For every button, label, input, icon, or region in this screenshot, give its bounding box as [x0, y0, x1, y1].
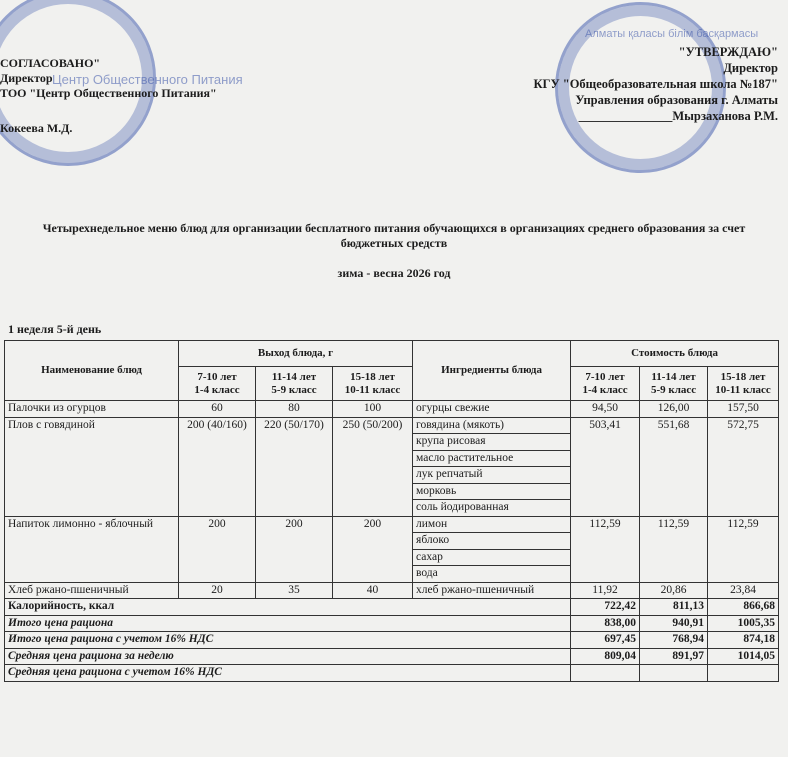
dish-cost: 551,68: [640, 417, 708, 516]
dish-output: 200: [179, 516, 256, 582]
group3-age: 15-18 лет: [350, 370, 395, 383]
dish-output: 200 (40/160): [179, 417, 256, 516]
totals-row-avg-vat: [5, 665, 779, 682]
dish-output: 20: [179, 582, 256, 599]
dish-output: 200: [333, 516, 413, 582]
header-output-group1: [179, 367, 256, 401]
ingredient: лимон: [413, 516, 571, 533]
dish-cost: 572,75: [708, 417, 779, 516]
totals-row-total-vat: [5, 632, 779, 649]
totals-row-calories: [5, 599, 779, 616]
dish-output: 100: [333, 401, 413, 418]
right-stamp-text: Алматы қаласы білім басқармасы: [585, 28, 759, 40]
left-stamp-text: Центр Общественного Питания: [52, 72, 243, 87]
dish-name: Плов с говядиной: [5, 417, 179, 516]
cost-group1-class: 1-4 класс: [582, 383, 628, 396]
header-cost-group3: [708, 367, 779, 401]
totals-value: 891,97: [640, 648, 708, 665]
totals-row-avg-week: [5, 648, 779, 665]
ingredient: масло растительное: [413, 450, 571, 467]
table-row: [5, 516, 779, 533]
dish-name: Напиток лимонно - яблочный: [5, 516, 179, 582]
group2-age: 11-14 лет: [271, 370, 317, 383]
header-output-group3: [333, 367, 413, 401]
dish-cost: 503,41: [571, 417, 640, 516]
dish-cost: 157,50: [708, 401, 779, 418]
group2-class: 5-9 класс: [271, 383, 317, 396]
totals-row-total-price: [5, 615, 779, 632]
dish-name: Палочки из огурцов: [5, 401, 179, 418]
week-day-label: 1 неделя 5-й день: [8, 322, 102, 336]
approval-left-line3: ТОО "Центр Общественного Питания": [0, 86, 217, 100]
ingredient: сахар: [413, 549, 571, 566]
header-ingredients: Ингредиенты блюда: [413, 341, 571, 401]
totals-value: 866,68: [708, 599, 779, 616]
ingredient: вода: [413, 566, 571, 583]
group1-age: 7-10 лет: [197, 370, 237, 383]
table-row: [5, 401, 779, 418]
dish-cost: 94,50: [571, 401, 640, 418]
approval-right-signature: _______________Мырзаханова Р.М.: [578, 109, 778, 123]
header-dish-name: Наименование блюд: [5, 341, 179, 401]
header-cost-group1: [571, 367, 640, 401]
ingredient: крупа рисовая: [413, 434, 571, 451]
totals-value: 1005,35: [708, 615, 779, 632]
header-output: Выход блюда, г: [179, 341, 413, 367]
dish-cost: 11,92: [571, 582, 640, 599]
dish-output: 40: [333, 582, 413, 599]
approval-right-line1: "УТВЕРЖДАЮ": [678, 45, 778, 59]
title-line1: Четырехнедельное меню блюд для организации бесплатного питания обучающихся в организациях среднего образования за счет: [42, 221, 746, 235]
dish-cost: 112,59: [708, 516, 779, 582]
cost-group2-class: 5-9 класс: [650, 383, 697, 396]
document-title: [0, 221, 788, 251]
ingredient: огурцы свежие: [413, 401, 571, 418]
table-row: [5, 582, 779, 599]
dish-cost: 20,86: [640, 582, 708, 599]
cost-group1-age: 7-10 лет: [585, 370, 625, 383]
totals-label: Средняя цена рациона с учетом 16% НДС: [5, 665, 571, 682]
totals-label: Средняя цена рациона за неделю: [5, 648, 571, 665]
title-line2: бюджетных средств: [340, 236, 448, 250]
table-row: [5, 417, 779, 434]
cost-group3-age: 15-18 лет: [720, 370, 766, 383]
totals-value: [708, 665, 779, 682]
dish-output: 35: [256, 582, 333, 599]
totals-label: Итого цена рациона с учетом 16% НДС: [5, 632, 571, 649]
approval-right-line2: Директор: [723, 61, 778, 75]
menu-table: [4, 340, 779, 682]
dish-output: 220 (50/170): [256, 417, 333, 516]
ingredient: морковь: [413, 483, 571, 500]
dish-cost: 112,59: [640, 516, 708, 582]
approval-right-line3: КГУ "Общеобразовательная школа №187": [533, 77, 778, 91]
group1-class: 1-4 класс: [194, 383, 240, 396]
totals-value: 1014,05: [708, 648, 779, 665]
header-output-group2: [256, 367, 333, 401]
dish-cost: 112,59: [571, 516, 640, 582]
ingredient: лук репчатый: [413, 467, 571, 484]
totals-value: [571, 665, 640, 682]
group3-class: 10-11 класс: [344, 383, 401, 396]
approval-right-line4: Управления образования г. Алматы: [575, 93, 778, 107]
dish-output: 250 (50/200): [333, 417, 413, 516]
totals-value: 811,13: [640, 599, 708, 616]
totals-value: 768,94: [640, 632, 708, 649]
approval-left-signature: Кокеева М.Д.: [0, 121, 73, 135]
dish-output: 80: [256, 401, 333, 418]
dish-cost: 126,00: [640, 401, 708, 418]
totals-value: 838,00: [571, 615, 640, 632]
approval-left-line1: СОГЛАСОВАНО": [0, 56, 101, 70]
totals-label: Калорийность, ккал: [5, 599, 571, 616]
totals-value: 809,04: [571, 648, 640, 665]
totals-label: Итого цена рациона: [5, 615, 571, 632]
totals-value: 874,18: [708, 632, 779, 649]
totals-value: 722,42: [571, 599, 640, 616]
dish-name: Хлеб ржано-пшеничный: [5, 582, 179, 599]
totals-value: 940,91: [640, 615, 708, 632]
dish-cost: 23,84: [708, 582, 779, 599]
dish-output: 60: [179, 401, 256, 418]
cost-group2-age: 11-14 лет: [651, 370, 696, 383]
header-cost: Стоимость блюда: [571, 341, 779, 367]
approval-block-right: [533, 44, 778, 124]
ingredient: хлеб ржано-пшеничный: [413, 582, 571, 599]
ingredient: соль йодированная: [413, 500, 571, 517]
cost-group3-class: 10-11 класс: [715, 383, 771, 396]
approval-left-line2: Директор: [0, 71, 53, 85]
approval-block-left: [0, 56, 217, 136]
totals-value: [640, 665, 708, 682]
ingredient: говядина (мякоть): [413, 417, 571, 434]
dish-output: 200: [256, 516, 333, 582]
ingredient: яблоко: [413, 533, 571, 550]
totals-value: 697,45: [571, 632, 640, 649]
header-cost-group2: [640, 367, 708, 401]
season-label: зима - весна 2026 год: [337, 266, 451, 280]
